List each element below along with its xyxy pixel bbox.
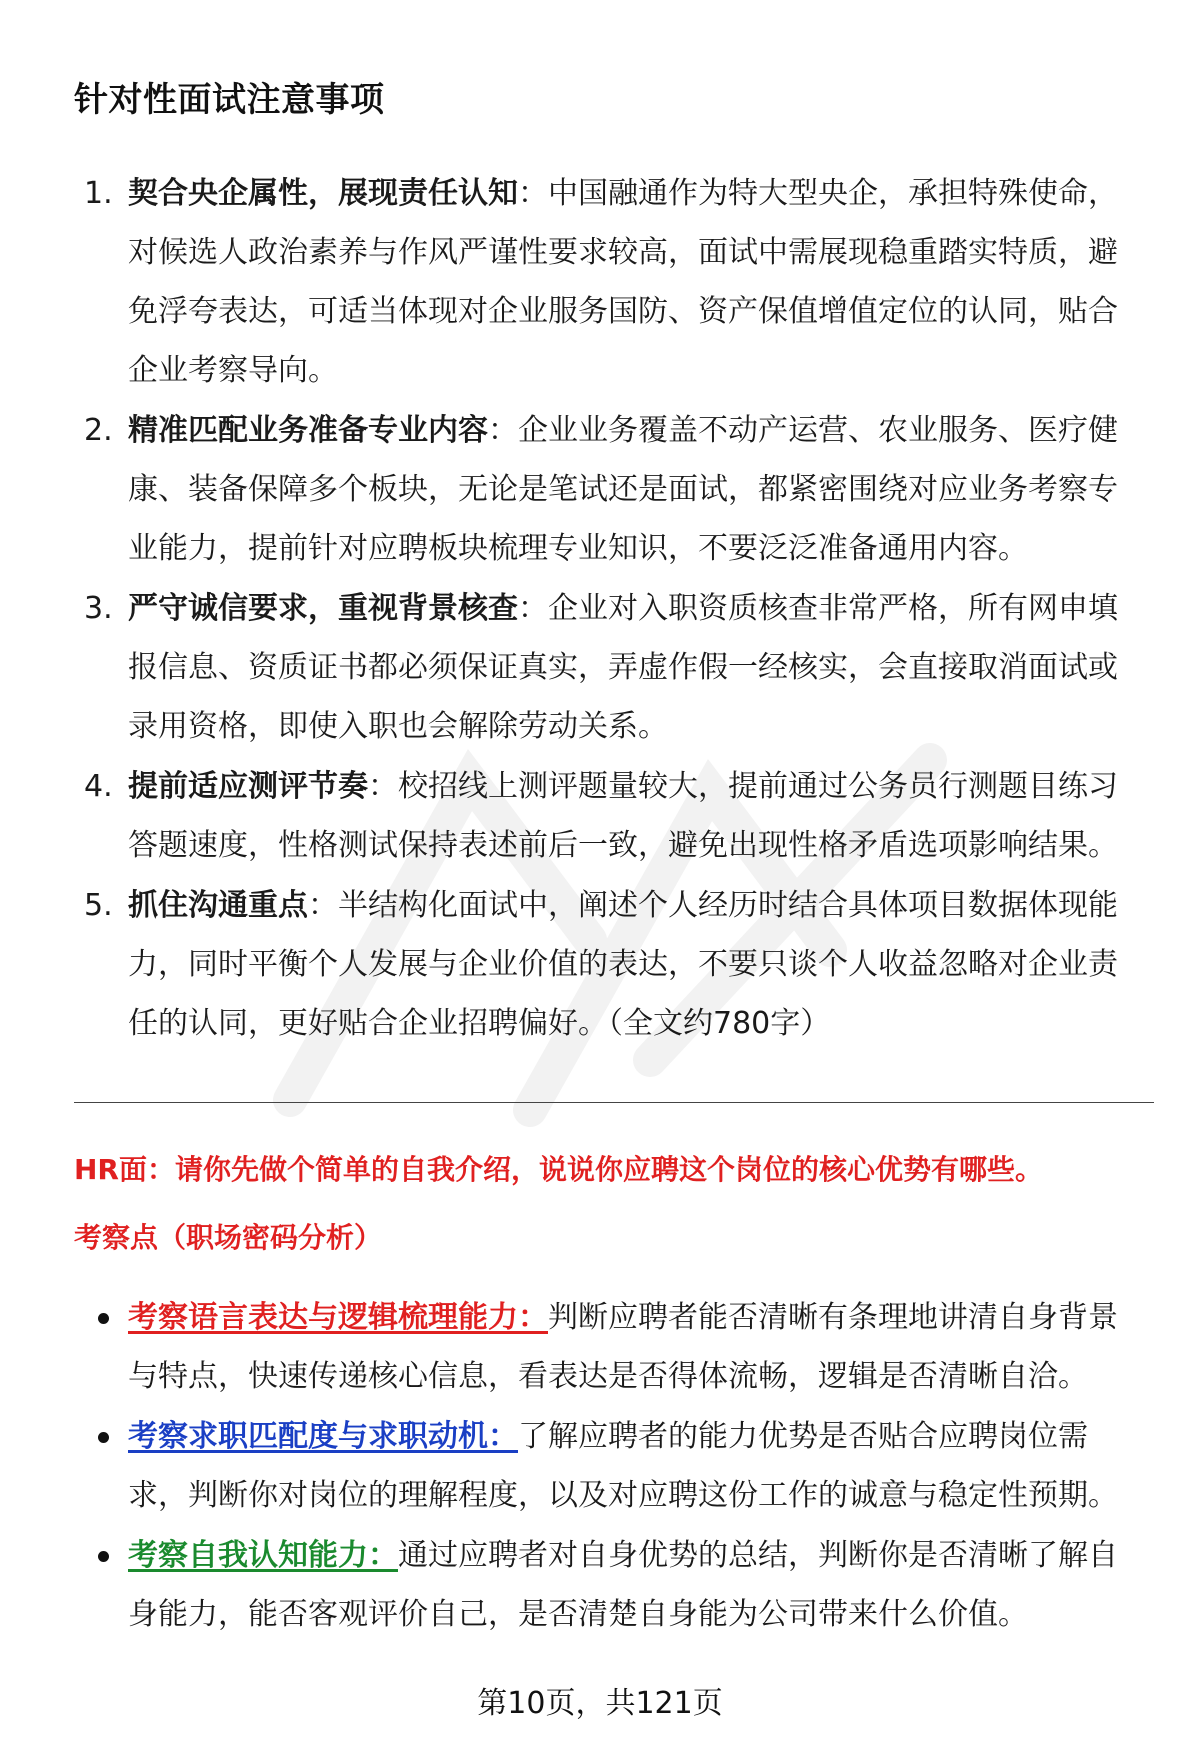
bullet-dot-icon <box>98 1313 109 1324</box>
check-point-text: 通过应聘者对自身优势的总结，判断你是否清晰了解自身能力，能否客观评价自己，是否清楚自身能为公司带来什么价值。 <box>128 1538 1118 1632</box>
item-text: ：企业业务覆盖不动产运营、农业服务、医疗健康、装备保障多个板块，无论是笔试还是面试，都紧密围绕对应业务考察专业能力，提前针对应聘板块梳理专业知识，不要泛泛准备通用内容。 <box>128 413 1118 566</box>
check-point-lead: 考察求职匹配度与求职动机： <box>128 1419 518 1454</box>
item-text: ：校招线上测评题量较大，提前通过公务员行测题目练习答题速度，性格测试保持表述前后一致，避免出现性格矛盾选项影响结果。 <box>128 769 1118 863</box>
bullet-dot-icon <box>98 1432 109 1443</box>
item-title: 抓住沟通重点 <box>128 888 308 923</box>
item-text: ：企业对入职资质核查非常严格，所有网申填报信息、资质证书都必须保证真实，弄虚作假一经核实，会直接取消面试或录用资格，即使入职也会解除劳动关系。 <box>128 591 1118 744</box>
item-title: 严守诚信要求，重视背景核查 <box>128 591 518 626</box>
item-title: 契合央企属性，展现责任认知 <box>128 176 518 211</box>
item-title: 提前适应测评节奏 <box>128 769 368 804</box>
check-point-item <box>74 1288 1144 1406</box>
check-points-title: 考察点（职场密码分析） <box>74 1221 383 1254</box>
check-point-item <box>74 1526 1144 1644</box>
list-item <box>74 579 1144 756</box>
section-heading: 针对性面试注意事项 <box>74 80 385 120</box>
check-point-item <box>74 1407 1144 1525</box>
bullet-dot-icon <box>98 1551 109 1562</box>
check-point-lead: 考察语言表达与逻辑梳理能力： <box>128 1300 548 1335</box>
item-title: 精准匹配业务准备专业内容 <box>128 413 488 448</box>
list-item <box>74 164 1144 400</box>
item-number: 2. <box>84 413 113 448</box>
hr-question: HR面：请你先做个简单的自我介绍，说说你应聘这个岗位的核心优势有哪些。 <box>74 1153 1043 1186</box>
list-item <box>74 876 1144 1053</box>
item-number: 1. <box>84 176 113 211</box>
notes-list <box>74 164 1144 1054</box>
section-divider <box>74 1102 1154 1103</box>
item-text: ：半结构化面试中，阐述个人经历时结合具体项目数据体现能力，同时平衡个人发展与企业价值的表达，不要只谈个人收益忽略对企业责任的认同，更好贴合企业招聘偏好。（全文约780字） <box>128 888 1118 1041</box>
item-number: 3. <box>84 591 113 626</box>
item-number: 5. <box>84 888 113 923</box>
check-point-lead: 考察自我认知能力： <box>128 1538 398 1573</box>
item-number: 4. <box>84 769 113 804</box>
item-text: ：中国融通作为特大型央企，承担特殊使命，对候选人政治素养与作风严谨性要求较高，面试中需展现稳重踏实特质，避免浮夸表达，可适当体现对企业服务国防、资产保值增值定位的认同，贴合企业考察导向。 <box>128 176 1118 388</box>
page-number-footer: 第10页，共121页 <box>477 1686 723 1721</box>
check-point-text: 了解应聘者的能力优势是否贴合应聘岗位需求，判断你对岗位的理解程度，以及对应聘这份工作的诚意与稳定性预期。 <box>128 1419 1118 1513</box>
list-item <box>74 757 1144 875</box>
check-points-list <box>74 1288 1144 1645</box>
list-item <box>74 401 1144 578</box>
check-point-text: 判断应聘者能否清晰有条理地讲清自身背景与特点，快速传递核心信息，看表达是否得体流畅，逻辑是否清晰自洽。 <box>128 1300 1118 1394</box>
